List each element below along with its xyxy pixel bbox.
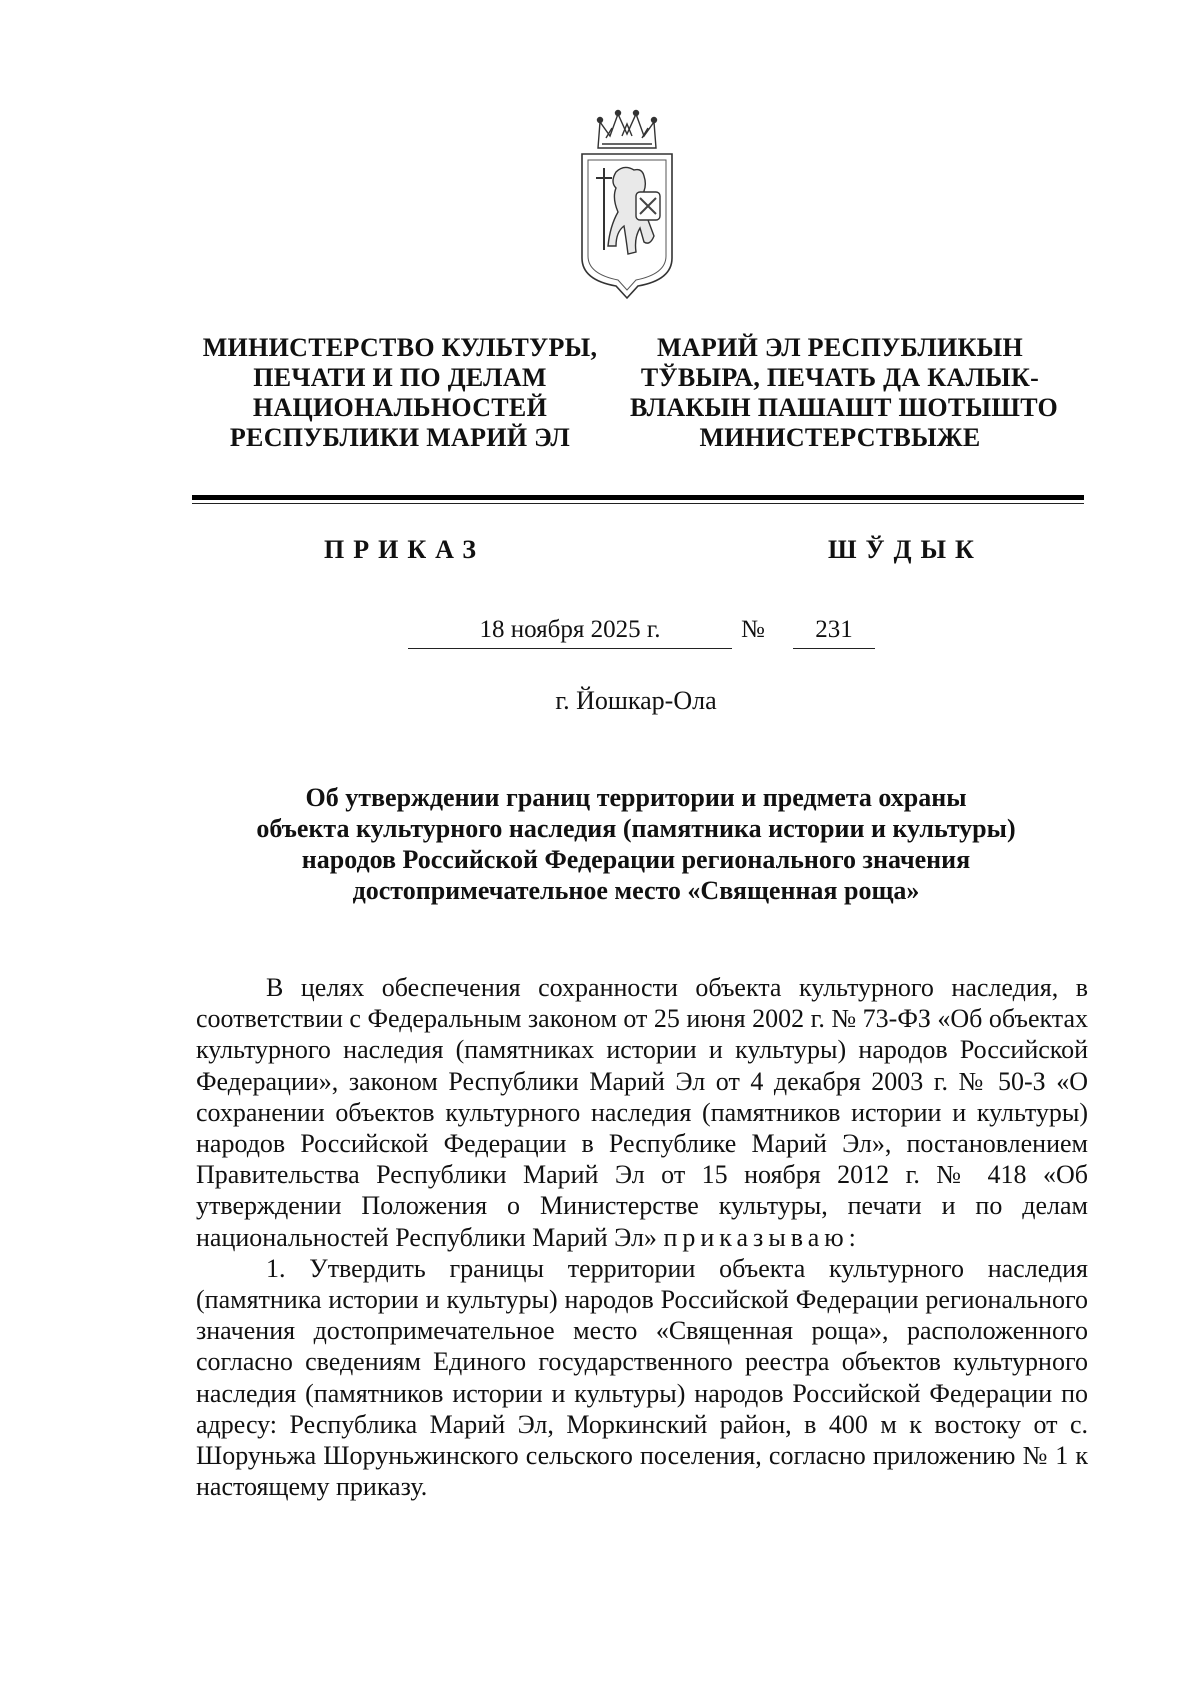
document-title [190,782,1082,906]
title-line: достопримечательное место «Священная роща» [352,876,920,905]
city-name: г. Йошкар-Ола [555,686,717,715]
header-divider-thick [192,495,1084,500]
ministry-ru-line: ПЕЧАТИ И ПО ДЕЛАМ [253,363,547,392]
crown-icon [598,111,657,149]
order-number: 231 [793,616,875,649]
ministry-mari-line: ТЎВЫРА, ПЕЧАТЬ ДА КАЛЫК- [640,363,1040,392]
order-date-field [408,616,732,649]
ministry-name-mari [630,333,1059,453]
ministry-name-ru [190,333,610,453]
ministry-mari-line: МИНИСТЕРСТВЫЖЕ [699,423,981,452]
ministry-ru-line: РЕСПУБЛИКИ МАРИЙ ЭЛ [229,423,571,452]
order-word: приказываю: [663,1222,861,1252]
coat-of-arms-icon [578,108,676,300]
title-line: народов Российской Федерации регионального значения [301,845,971,874]
ministry-ru-line: МИНИСТЕРСТВО КУЛЬТУРЫ, [202,333,598,362]
ministry-mari-line: МАРИЙ ЭЛ РЕСПУБЛИКЫН [656,333,1024,362]
preamble-paragraph [196,972,1088,1253]
number-sign: № [741,616,765,643]
doc-type-ru: ПРИКАЗ [324,535,486,564]
item-1-paragraph: 1. Утвердить границы территории объекта культурного наследия (памятника истории и культуры) народов Российской Федерации регионального значения достопримечательное место «Священная роща», расположенного согласно сведениям Единого государственного реестра объектов культурного наследия (памятников истории и культуры) народов Российской Федерации по адресу: Республика Марий Эл, Моркинский район, в 400 м к востоку от с. Шоруньжа Шоруньжинского сельского поселения, согласно приложению № 1 к настоящему приказу. [196,1253,1088,1502]
ministry-mari-line: ВЛАКЫН ПАШАШТ ШОТЫШТО [630,393,1059,422]
header-divider-thin [192,503,1084,504]
title-line: объекта культурного наследия (памятника истории и культуры) [256,814,1016,843]
order-date: 18 ноября 2025 г. [479,616,661,643]
preamble-text: В целях обеспечения сохранности объекта культурного наследия, в соответствии с Федеральным законом от 25 июня 2002 г. № 73-ФЗ «Об объектах культурного наследия (памятниках истории и культуры) народов Российской Федерации», законом Республики Марий Эл от 4 декабря 2003 г. № 50-З «О сохранении объектов культурного наследия (памятников истории и культуры) народов Российской Федерации в Республике Марий Эл», постановлением Правительства Республики Марий Эл от 15 ноября 2012 г. № 418 «Об утверждении Положения о Министерстве культуры, печати и по делам национальностей Республики Марий Эл» [196,973,1088,1252]
ministry-ru-line: НАЦИОНАЛЬНОСТЕЙ [252,393,548,422]
document-body [196,972,1088,1502]
doc-type-mari: ШЎДЫК [828,535,983,564]
title-line: Об утверждении границ территории и предмета охраны [305,783,967,812]
